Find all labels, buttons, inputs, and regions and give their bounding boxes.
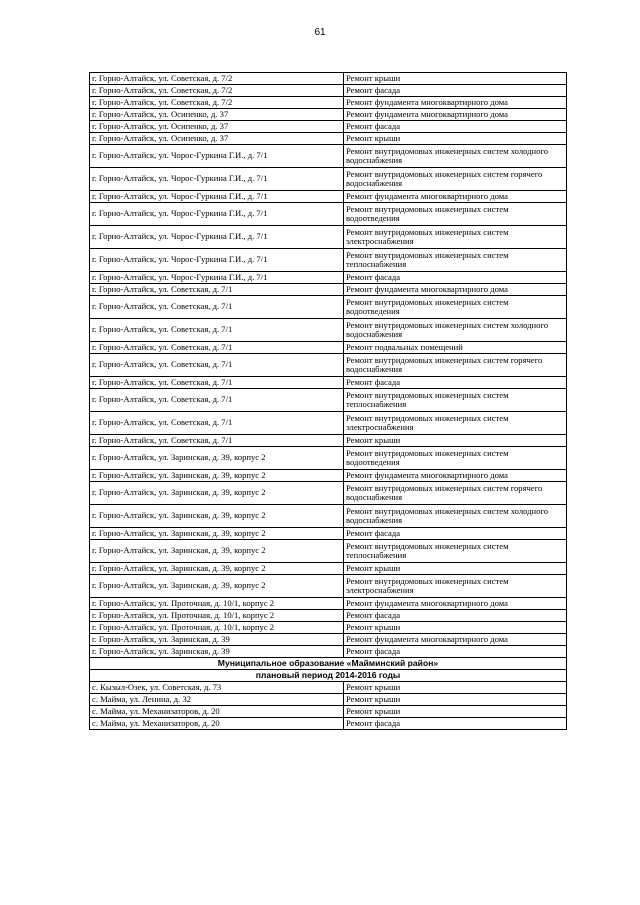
- table-row: [90, 133, 567, 145]
- work-type-cell: Ремонт фундамента многоквартирного дома: [344, 109, 567, 121]
- work-type-cell: Ремонт крыши: [344, 563, 567, 575]
- repair-table: [89, 72, 567, 730]
- work-type-cell: Ремонт фундамента многоквартирного дома: [344, 470, 567, 482]
- table-row: [90, 249, 567, 272]
- address-cell: с. Майма, ул. Механизаторов, д. 20: [90, 706, 344, 718]
- address-cell: г. Горно-Алтайск, ул. Чорос-Гуркина Г.И., д. 7/1: [90, 191, 344, 203]
- table-row: [90, 319, 567, 342]
- address-cell: г. Горно-Алтайск, ул. Заринская, д. 39, корпус 2: [90, 482, 344, 505]
- work-type-cell: Ремонт внутридомовых инженерных систем электроснабжения: [344, 226, 567, 249]
- work-type-cell: Ремонт фасада: [344, 646, 567, 658]
- table-row: [90, 203, 567, 226]
- table-row: [90, 482, 567, 505]
- work-type-cell: Ремонт внутридомовых инженерных систем горячего водоснабжения: [344, 482, 567, 505]
- work-type-cell: Ремонт внутридомовых инженерных систем холодного водоснабжения: [344, 505, 567, 528]
- work-type-cell: Ремонт фундамента многоквартирного дома: [344, 97, 567, 109]
- address-cell: г. Горно-Алтайск, ул. Советская, д. 7/1: [90, 354, 344, 377]
- address-cell: г. Горно-Алтайск, ул. Заринская, д. 39, корпус 2: [90, 540, 344, 563]
- address-cell: г. Горно-Алтайск, ул. Заринская, д. 39, корпус 2: [90, 505, 344, 528]
- work-type-cell: Ремонт внутридомовых инженерных систем водоотведения: [344, 447, 567, 470]
- table-row: [90, 342, 567, 354]
- work-type-cell: Ремонт фундамента многоквартирного дома: [344, 634, 567, 646]
- address-cell: г. Горно-Алтайск, ул. Заринская, д. 39, корпус 2: [90, 470, 344, 482]
- table-row: [90, 634, 567, 646]
- section-title-row: [90, 658, 567, 670]
- table-row: [90, 73, 567, 85]
- address-cell: г. Горно-Алтайск, ул. Осипенко, д. 37: [90, 133, 344, 145]
- work-type-cell: Ремонт крыши: [344, 694, 567, 706]
- address-cell: г. Горно-Алтайск, ул. Заринская, д. 39, корпус 2: [90, 528, 344, 540]
- table-row: [90, 575, 567, 598]
- work-type-cell: Ремонт внутридомовых инженерных систем холодного водоснабжения: [344, 145, 567, 168]
- work-type-cell: Ремонт внутридомовых инженерных систем горячего водоснабжения: [344, 354, 567, 377]
- table-row: [90, 682, 567, 694]
- work-type-cell: Ремонт фундамента многоквартирного дома: [344, 191, 567, 203]
- work-type-cell: Ремонт крыши: [344, 133, 567, 145]
- address-cell: г. Горно-Алтайск, ул. Чорос-Гуркина Г.И., д. 7/1: [90, 168, 344, 191]
- table-row: [90, 718, 567, 730]
- table-row: [90, 528, 567, 540]
- work-type-cell: Ремонт крыши: [344, 435, 567, 447]
- address-cell: г. Горно-Алтайск, ул. Советская, д. 7/1: [90, 412, 344, 435]
- table-row: [90, 412, 567, 435]
- table-row: [90, 435, 567, 447]
- table-row: [90, 505, 567, 528]
- table-row: [90, 377, 567, 389]
- work-type-cell: Ремонт крыши: [344, 73, 567, 85]
- work-type-cell: Ремонт фасада: [344, 610, 567, 622]
- table-row: [90, 284, 567, 296]
- address-cell: г. Горно-Алтайск, ул. Чорос-Гуркина Г.И., д. 7/1: [90, 249, 344, 272]
- work-type-cell: Ремонт внутридомовых инженерных систем холодного водоснабжения: [344, 319, 567, 342]
- work-type-cell: Ремонт внутридомовых инженерных систем электроснабжения: [344, 412, 567, 435]
- address-cell: г. Горно-Алтайск, ул. Советская, д. 7/1: [90, 435, 344, 447]
- table-row: [90, 610, 567, 622]
- address-cell: г. Горно-Алтайск, ул. Советская, д. 7/2: [90, 73, 344, 85]
- work-type-cell: Ремонт фасада: [344, 85, 567, 97]
- work-type-cell: Ремонт подвальных помещений: [344, 342, 567, 354]
- address-cell: г. Горно-Алтайск, ул. Чорос-Гуркина Г.И., д. 7/1: [90, 145, 344, 168]
- address-cell: г. Горно-Алтайск, ул. Советская, д. 7/1: [90, 389, 344, 412]
- work-type-cell: Ремонт внутридомовых инженерных систем водоотведения: [344, 203, 567, 226]
- address-cell: г. Горно-Алтайск, ул. Советская, д. 7/2: [90, 97, 344, 109]
- table-row: [90, 121, 567, 133]
- work-type-cell: Ремонт внутридомовых инженерных систем теплоснабжения: [344, 389, 567, 412]
- table-row: [90, 622, 567, 634]
- address-cell: с. Майма, ул. Механизаторов, д. 20: [90, 718, 344, 730]
- work-type-cell: Ремонт крыши: [344, 622, 567, 634]
- address-cell: г. Горно-Алтайск, ул. Осипенко, д. 37: [90, 109, 344, 121]
- work-type-cell: Ремонт внутридомовых инженерных систем горячего водоснабжения: [344, 168, 567, 191]
- table-row: [90, 563, 567, 575]
- address-cell: г. Горно-Алтайск, ул. Советская, д. 7/1: [90, 377, 344, 389]
- table-row: [90, 694, 567, 706]
- address-cell: г. Горно-Алтайск, ул. Советская, д. 7/2: [90, 85, 344, 97]
- table-row: [90, 646, 567, 658]
- section-title: Муниципальное образование «Майминский район»: [90, 658, 567, 670]
- address-cell: г. Горно-Алтайск, ул. Чорос-Гуркина Г.И., д. 7/1: [90, 203, 344, 226]
- page-number: 61: [314, 27, 326, 38]
- table-row: [90, 226, 567, 249]
- work-type-cell: Ремонт фундамента многоквартирного дома: [344, 598, 567, 610]
- address-cell: г. Горно-Алтайск, ул. Проточная, д. 10/1, корпус 2: [90, 622, 344, 634]
- work-type-cell: Ремонт крыши: [344, 682, 567, 694]
- address-cell: г. Горно-Алтайск, ул. Осипенко, д. 37: [90, 121, 344, 133]
- table-row: [90, 540, 567, 563]
- address-cell: с. Майма, ул. Ленина, д. 32: [90, 694, 344, 706]
- table-row: [90, 168, 567, 191]
- address-cell: г. Горно-Алтайск, ул. Чорос-Гуркина Г.И., д. 7/1: [90, 226, 344, 249]
- address-cell: г. Горно-Алтайск, ул. Советская, д. 7/1: [90, 296, 344, 319]
- section-period-row: [90, 670, 567, 682]
- table-row: [90, 470, 567, 482]
- repair-table-body: [90, 73, 567, 730]
- work-type-cell: Ремонт фасада: [344, 377, 567, 389]
- address-cell: г. Горно-Алтайск, ул. Заринская, д. 39, корпус 2: [90, 575, 344, 598]
- table-row: [90, 447, 567, 470]
- address-cell: г. Горно-Алтайск, ул. Заринская, д. 39, корпус 2: [90, 563, 344, 575]
- table-row: [90, 97, 567, 109]
- table-row: [90, 145, 567, 168]
- address-cell: г. Горно-Алтайск, ул. Проточная, д. 10/1, корпус 2: [90, 610, 344, 622]
- work-type-cell: Ремонт фундамента многоквартирного дома: [344, 284, 567, 296]
- address-cell: г. Горно-Алтайск, ул. Заринская, д. 39: [90, 646, 344, 658]
- table-row: [90, 598, 567, 610]
- address-cell: г. Горно-Алтайск, ул. Проточная, д. 10/1, корпус 2: [90, 598, 344, 610]
- work-type-cell: Ремонт фасада: [344, 121, 567, 133]
- table-row: [90, 109, 567, 121]
- work-type-cell: Ремонт внутридомовых инженерных систем водоотведения: [344, 296, 567, 319]
- table-row: [90, 389, 567, 412]
- table-row: [90, 354, 567, 377]
- address-cell: г. Горно-Алтайск, ул. Советская, д. 7/1: [90, 284, 344, 296]
- work-type-cell: Ремонт внутридомовых инженерных систем теплоснабжения: [344, 540, 567, 563]
- address-cell: г. Горно-Алтайск, ул. Советская, д. 7/1: [90, 342, 344, 354]
- table-row: [90, 706, 567, 718]
- table-row: [90, 272, 567, 284]
- work-type-cell: Ремонт фасада: [344, 718, 567, 730]
- work-type-cell: Ремонт внутридомовых инженерных систем электроснабжения: [344, 575, 567, 598]
- table-row: [90, 191, 567, 203]
- address-cell: г. Горно-Алтайск, ул. Советская, д. 7/1: [90, 319, 344, 342]
- work-type-cell: Ремонт фасада: [344, 272, 567, 284]
- work-type-cell: Ремонт фасада: [344, 528, 567, 540]
- address-cell: г. Горно-Алтайск, ул. Заринская, д. 39: [90, 634, 344, 646]
- section-period: плановый период 2014-2016 годы: [90, 670, 567, 682]
- work-type-cell: Ремонт внутридомовых инженерных систем теплоснабжения: [344, 249, 567, 272]
- address-cell: с. Кызыл-Озек, ул. Советская, д. 73: [90, 682, 344, 694]
- address-cell: г. Горно-Алтайск, ул. Чорос-Гуркина Г.И., д. 7/1: [90, 272, 344, 284]
- table-row: [90, 85, 567, 97]
- work-type-cell: Ремонт крыши: [344, 706, 567, 718]
- table-row: [90, 296, 567, 319]
- address-cell: г. Горно-Алтайск, ул. Заринская, д. 39, корпус 2: [90, 447, 344, 470]
